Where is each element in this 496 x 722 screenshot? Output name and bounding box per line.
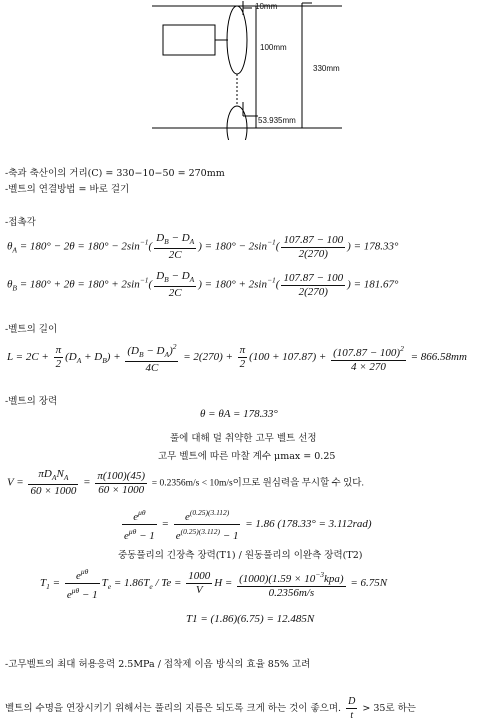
motor-box [163,25,215,55]
dim-10-label: 10mm [255,2,278,11]
thetaA-result: = 178.33° [353,240,399,253]
pulley-diagram [0,0,496,140]
dim-330-label: 330mm [313,64,340,73]
rubber-line: -고무벨트의 최대 허용응력 2.5MPa / 접착제 이음 방식의 효율 85% 고려 [5,659,311,670]
ratio-tail: = 1.86 (178.33° = 3.112rad) [245,518,372,531]
t1-final: T1 = (1.86)(6.75) = 12.485N [186,613,315,625]
friction-line: 고무 벨트에 따른 마찰 계수 μmax = 0.25 [158,451,336,462]
length-result: = 866.58mm [410,351,467,364]
selection-line: 풀에 대해 덜 취약한 고무 벨트 선정 [170,433,317,444]
pulley-small [227,6,247,74]
dim-100-label: 100mm [260,43,287,52]
length-formula: L = 2C + $\frac{\pi}{2}$ $(D_A + D_B)$ + $\frac{(D_B - D_A)^2}{4C}$ = 2(270) + $\frac{\pi}{2}$ (100 + 107.87) + $\frac{(107.87 - 100)^2}{4 \times 270}$ = 866.58mm [7,342,467,374]
tension-def: 중동풀리의 긴장측 장력(T1) / 원동풀리의 이완측 장력(T2) [118,550,363,561]
speed-formula: V = $\frac{\pi D_AN_A}{60 \times 1000}$ = $\frac{\pi(100)(45)}{60 \times 1000}$ = 0.2356m/s < 10m/s이므로 원심력을 무시할 수 있다. [7,468,364,497]
dim-53-label: 53.935mm [258,116,296,125]
theta-eq: θ = θA = 178.33° [200,408,278,420]
tension-title: -벨트의 장력 [5,396,58,407]
length-title: -벨트의 길이 [5,324,58,335]
t1-formula: $T_1$ = $\frac{e^{\mu\theta}}{e^{\mu\theta} - 1}$ $T_e = 1.86T_e / Te$ = $\frac{1000}{V}$ H = $\frac{(1000)(1.59 \times 10^{-3}kpa)}{0.2356m/s}$ = 6.75N [40,567,388,601]
life-text: 벨트의 수명을 연장시키기 위해서는 풀리의 지름은 되도록 크게 하는 것이 좋으며. [5,703,342,714]
thetaB-formula: $\theta_B = 180^\circ + 2\theta = 180^\circ + 2\sin^{-1}$( $\frac{D_B - D_A}{2C}$ ) = $180^\circ + 2\sin^{-1}$( $\frac{107.87 - 100}{2(270)}$ ) = 181.67° [7,270,399,299]
thetaB-result: = 181.67° [353,278,399,291]
life-tail: > 35로 하는 [362,703,416,714]
speed-tail: = 0.2356m/s < 10m/s이므로 원심력을 무시할 수 있다. [151,478,364,489]
ratio-formula: $\frac{e^{\mu\theta}}{e^{\mu\theta} - 1}$ = $\frac{e^{(0.25)(3.112)}}{e^{(0.25)(3.112)} - 1}$ = 1.86 (178.33° = 3.112rad) [124,508,372,542]
t1-tail: = 6.75N [350,577,388,590]
method-line: -벨트의 연결방법 = 바로 걸기 [5,184,130,195]
angle-title: -접촉각 [5,217,36,228]
d-over-t: $\frac{D}{t}$ [348,696,356,721]
distance-line: -축과 축산이의 거리(C) = 330−10−50 = 270mm [5,168,225,179]
thetaA-formula: $\theta_A = 180^\circ - 2\theta = 180^\circ - 2\sin^{-1}$( $\frac{D_B - D_A}{2C}$ ) = $180^\circ - 2\sin^{-1}$( $\frac{107.87 - 100}{2(270)}$ ) = 178.33° [7,232,399,261]
life-line [5,695,416,722]
pulley-large [227,106,247,140]
